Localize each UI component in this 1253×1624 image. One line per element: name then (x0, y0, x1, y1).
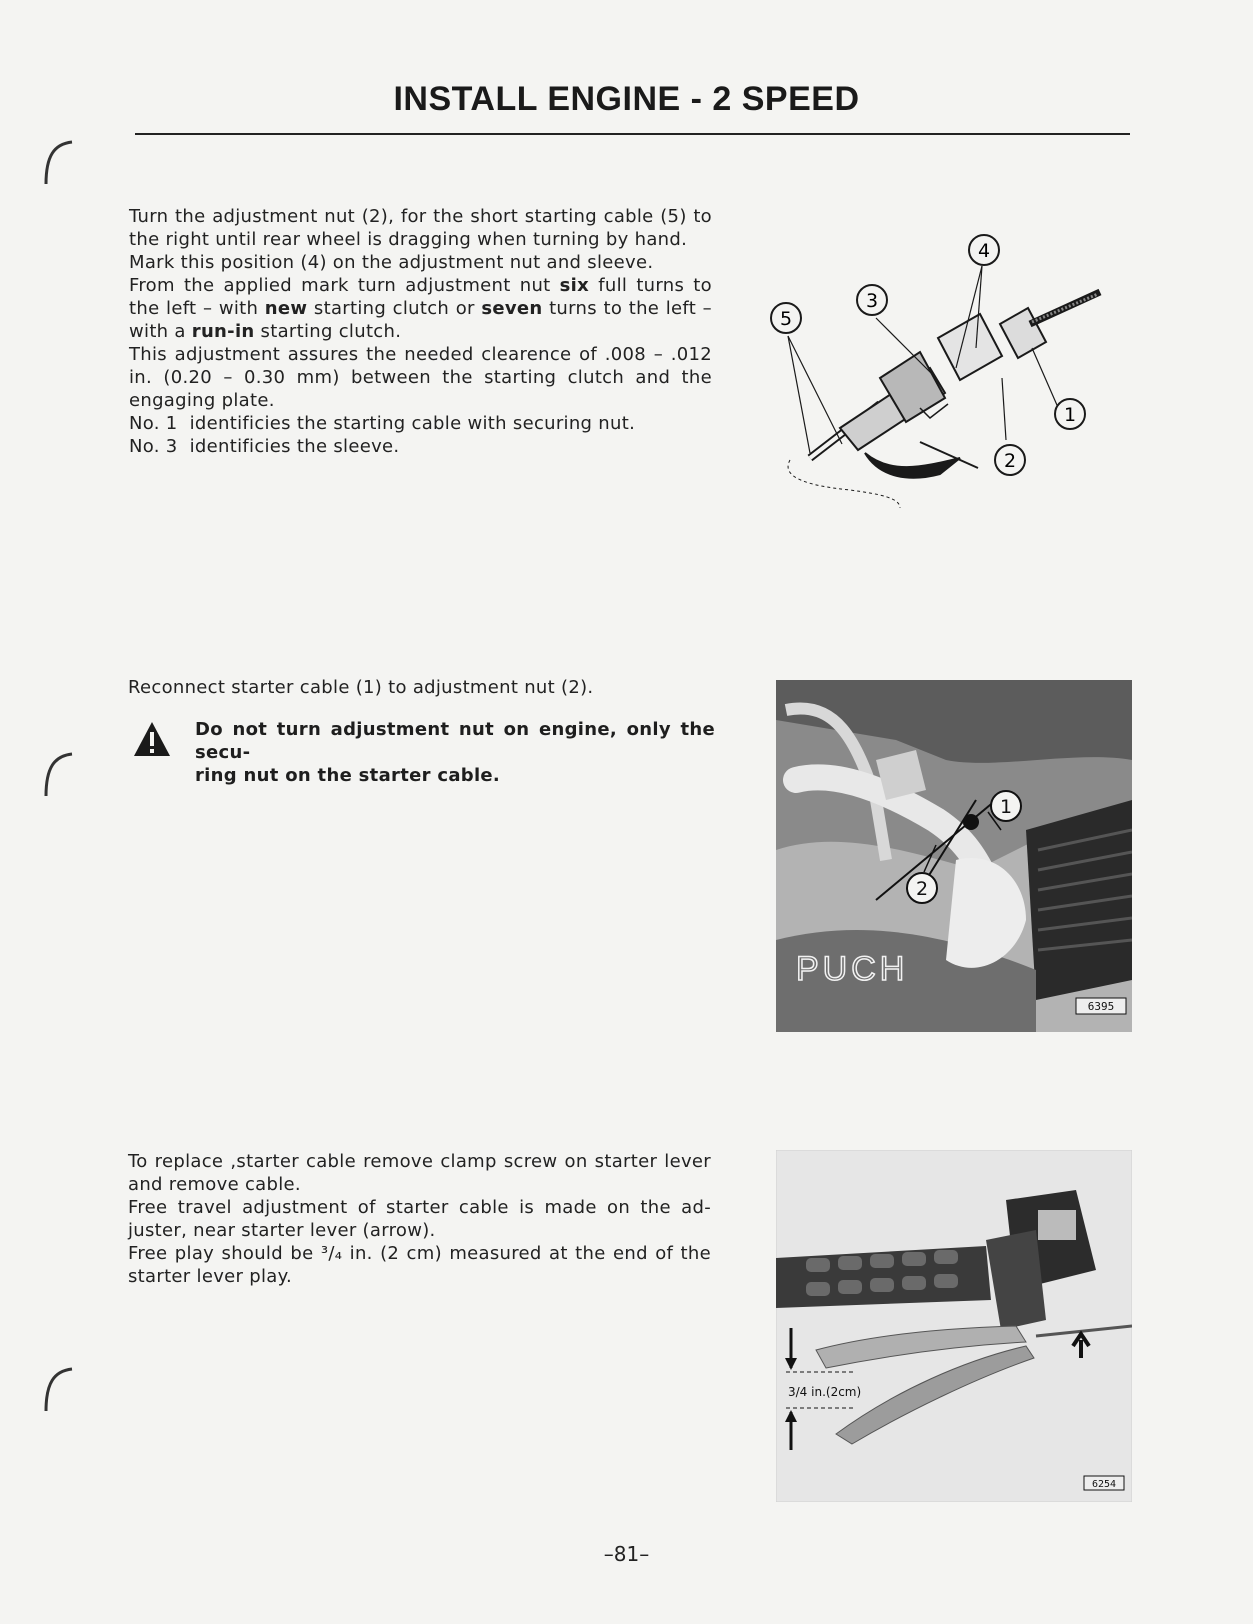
emphasis-seven: seven (481, 298, 543, 319)
legend-text: identificies the starting cable with securing nut. (189, 413, 636, 434)
page-number: –81– (603, 1542, 650, 1566)
emphasis-six: six (559, 275, 590, 296)
legend-text: identificies the sleeve. (189, 436, 400, 457)
photo-callout-1 (991, 791, 1021, 821)
paragraph: To replace ,starter cable remove clamp screw on starter lever and remove cable. (128, 1151, 711, 1195)
warning-triangle-icon (133, 720, 171, 758)
svg-text:5: 5 (779, 308, 793, 330)
svg-text:4: 4 (977, 240, 991, 262)
legend-item (129, 412, 712, 435)
paragraph (129, 251, 712, 274)
reconnect-instruction: Reconnect starter cable (1) to adjustment nut (2). (128, 677, 594, 698)
legend-number: No. 1 (129, 413, 178, 434)
emphasis-run-in: run-in (191, 321, 255, 342)
svg-text:2: 2 (915, 878, 929, 900)
title-rule (135, 133, 1130, 135)
photo-figure-number: 6254 (1091, 1479, 1117, 1490)
svg-text:1: 1 (1063, 404, 1077, 426)
svg-text:1: 1 (999, 796, 1013, 818)
handlebar-lever-photo (776, 1150, 1132, 1502)
engine-photo (776, 680, 1132, 1032)
paragraph: Free travel adjustment of starter cable is made on the ad-juster, near starter lever (arrow). (128, 1197, 711, 1241)
punch-hole-mark (40, 138, 80, 188)
puch-lettering: PUCH (796, 950, 909, 988)
legend-item (129, 435, 712, 458)
page-title: INSTALL ENGINE - 2 SPEED (393, 80, 860, 118)
callout-2 (995, 445, 1025, 475)
callout-3 (857, 285, 887, 315)
paragraph-text: Mark this position (4) on the adjustment nut and sleeve. (129, 252, 654, 273)
paragraph-text: turns to the left – with a (129, 298, 712, 342)
svg-text:2: 2 (1003, 450, 1017, 472)
warning-text (195, 718, 715, 787)
callout-4 (969, 235, 999, 265)
punch-hole-mark (40, 1365, 80, 1415)
warning-text-line: ring nut on the starter cable. (195, 765, 501, 786)
adjustment-nut-diagram (770, 228, 1130, 518)
paragraph-text: full turns to the left – with (129, 275, 712, 319)
warning-text-line: Do not turn adjustment nut on engine, only the secu- (195, 719, 715, 763)
paragraph-text: This adjustment assures the needed clearence of .008 – .012 in. (0.20 – 0.30 mm) between the starting clutch and the engaging plate. (129, 344, 712, 411)
paragraph-text: starting clutch. (254, 321, 402, 342)
section-instructions-adjustment (129, 205, 712, 458)
paragraph (129, 205, 712, 251)
callout-5 (771, 303, 801, 333)
emphasis-new: new (264, 298, 308, 319)
legend-number: No. 3 (129, 436, 178, 457)
free-play-measurement-label: 3/4 in.(2cm) (788, 1385, 862, 1399)
paragraph (129, 274, 712, 343)
photo-callout-2 (907, 873, 937, 903)
paragraph-text: Turn the adjustment nut (2), for the short starting cable (5) to the right until rear wheel is dragging when turning by hand. (129, 206, 712, 250)
svg-text:3: 3 (865, 290, 879, 312)
paragraph-text: From the applied mark turn adjustment nut (129, 275, 560, 296)
photo-figure-number: 6395 (1087, 1000, 1115, 1013)
callout-1 (1055, 399, 1085, 429)
paragraph: Free play should be ³/₄ in. (2 cm) measured at the end of the starter lever play. (128, 1243, 711, 1287)
paragraph (129, 343, 712, 412)
paragraph-text: starting clutch or (307, 298, 482, 319)
punch-hole-mark (40, 750, 80, 800)
section-replace-starter-cable (128, 1150, 711, 1288)
